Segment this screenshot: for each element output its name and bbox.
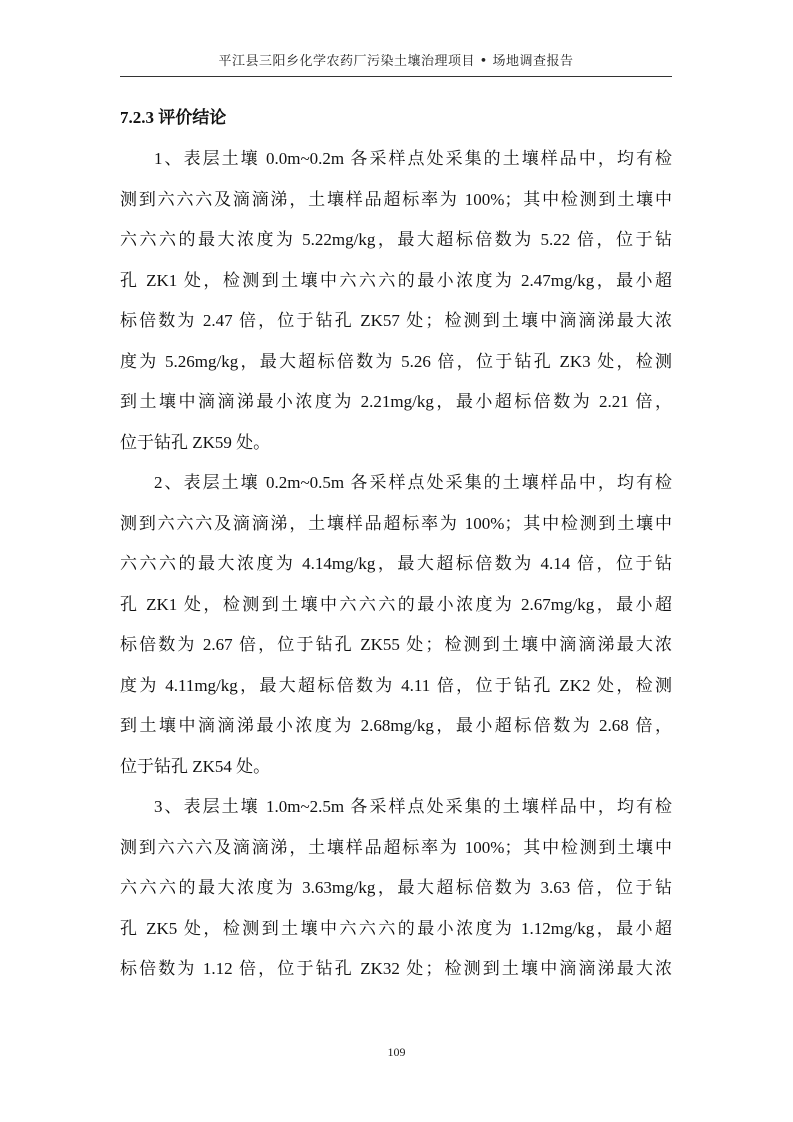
body-text	[120, 139, 672, 990]
text-line: 位于钻孔 ZK54 处。	[120, 756, 271, 776]
text-line: 到土壤中滴滴涕最小浓度为 2.68mg/kg，最小超标倍数为 2.68 倍，	[120, 716, 672, 735]
running-header: 平江县三阳乡化学农药厂污染土壤治理项目 • 场地调查报告	[218, 54, 574, 69]
text-line: 度为 4.11mg/kg，最大超标倍数为 4.11 倍，位于钻孔 ZK2 处，检测	[120, 675, 672, 695]
page-number: 109	[387, 1045, 406, 1059]
text-line: 标倍数为 1.12 倍，位于钻孔 ZK32 处；检测到土壤中滴滴涕最大浓	[120, 959, 672, 978]
text-line: 3、表层土壤 1.0m~2.5m 各采样点处采集的土壤样品中，均有检	[154, 797, 672, 816]
header-rule	[120, 76, 672, 77]
text-line: 测到六六六及滴滴涕，土壤样品超标率为 100%；其中检测到土壤中	[120, 837, 672, 857]
text-line: 孔 ZK5 处，检测到土壤中六六六的最小浓度为 1.12mg/kg，最小超	[120, 918, 672, 938]
text-line: 位于钻孔 ZK59 处。	[120, 432, 271, 452]
text-line: 六六六的最大浓度为 4.14mg/kg，最大超标倍数为 4.14 倍，位于钻	[120, 554, 672, 573]
text-line: 度为 5.26mg/kg，最大超标倍数为 5.26 倍，位于钻孔 ZK3 处，检测	[120, 351, 672, 371]
text-line: 孔 ZK1 处，检测到土壤中六六六的最小浓度为 2.47mg/kg，最小超	[120, 270, 672, 290]
paragraph-1	[120, 139, 672, 463]
paragraph-3	[120, 787, 672, 990]
text-line: 六六六的最大浓度为 3.63mg/kg，最大超标倍数为 3.63 倍，位于钻	[120, 878, 672, 897]
text-line: 孔 ZK1 处，检测到土壤中六六六的最小浓度为 2.67mg/kg，最小超	[120, 594, 672, 614]
text-line: 六六六的最大浓度为 5.22mg/kg，最大超标倍数为 5.22 倍，位于钻	[120, 230, 672, 249]
paragraph-2	[120, 463, 672, 787]
text-line: 标倍数为 2.67 倍，位于钻孔 ZK55 处；检测到土壤中滴滴涕最大浓	[120, 635, 672, 654]
text-line: 测到六六六及滴滴涕，土壤样品超标率为 100%；其中检测到土壤中	[120, 189, 672, 209]
text-line: 标倍数为 2.47 倍，位于钻孔 ZK57 处；检测到土壤中滴滴涕最大浓	[120, 311, 672, 330]
text-line: 2、表层土壤 0.2m~0.5m 各采样点处采集的土壤样品中，均有检	[154, 473, 672, 492]
section-heading: 7.2.3 评价结论	[120, 108, 227, 127]
text-line: 到土壤中滴滴涕最小浓度为 2.21mg/kg，最小超标倍数为 2.21 倍，	[120, 392, 672, 411]
text-line: 1、表层土壤 0.0m~0.2m 各采样点处采集的土壤样品中，均有检	[154, 149, 672, 168]
text-line: 测到六六六及滴滴涕，土壤样品超标率为 100%；其中检测到土壤中	[120, 513, 672, 533]
